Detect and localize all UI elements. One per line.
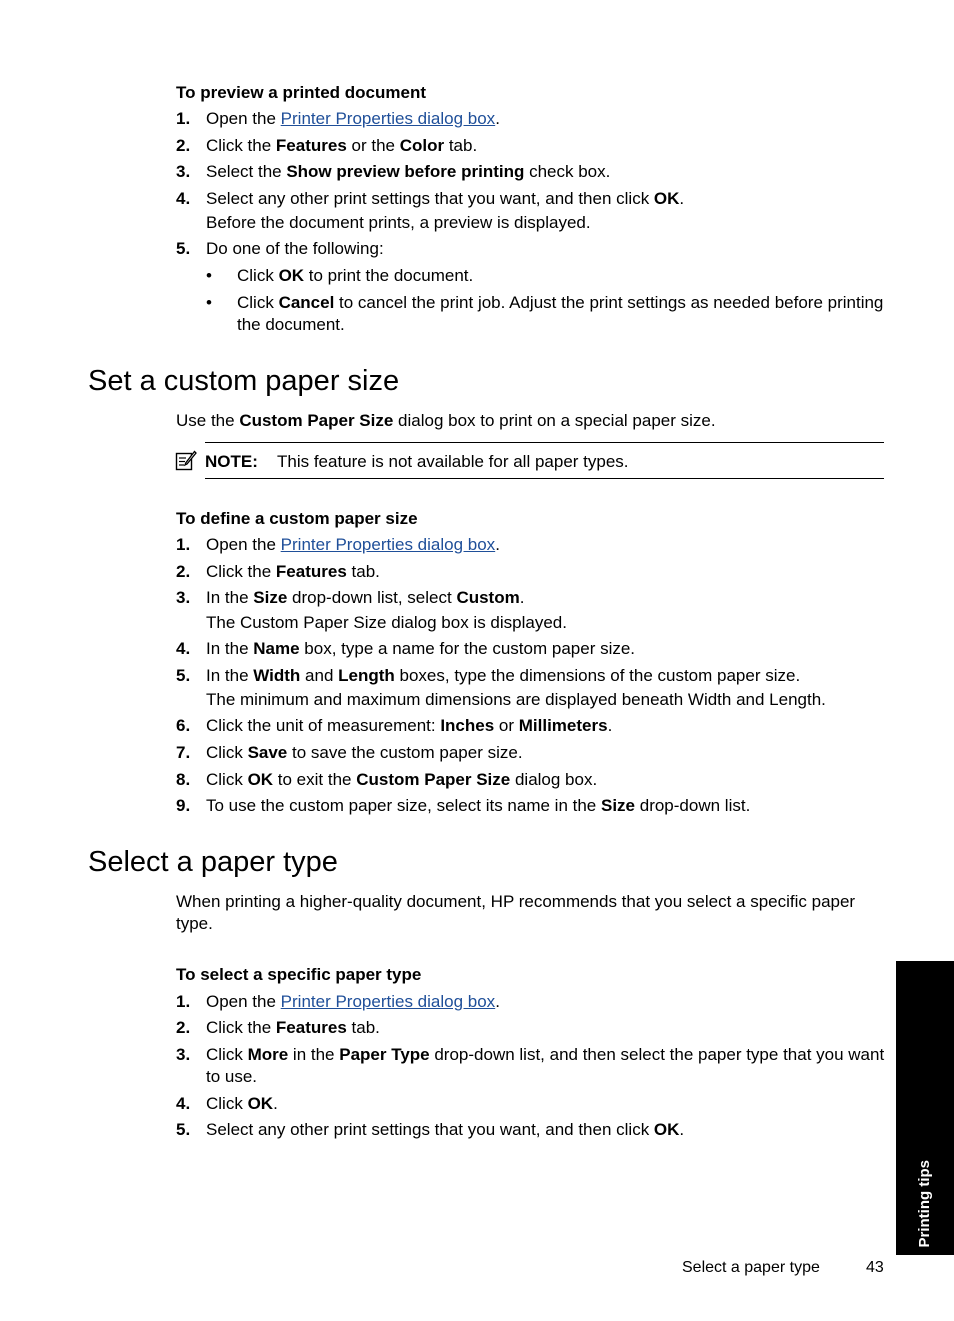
preview-heading: To preview a printed document [176,83,426,102]
note-icon [175,450,197,472]
note-text: This feature is not available for all paper types. [277,452,629,471]
footer-page-number: 43 [866,1259,884,1276]
paper-type-step-1: 1. Open the Printer Properties dialog box. [176,992,500,1011]
preview-step-1: 1. Open the Printer Properties dialog box. [176,109,500,128]
footer-section-title: Select a paper type [682,1259,820,1276]
side-tab-label: Printing tips [916,1159,933,1247]
printer-properties-link[interactable]: Printer Properties dialog box [280,992,496,1011]
preview-step-2: 2. Click the Features or the Color tab. [176,136,478,155]
preview-step-5: 5. Do one of the following: [176,239,384,258]
custom-step-5: 5. In the Width and Length boxes, type the dimensions of the custom paper size. The minimum and maximum dimensions are displayed beneath Width and Length. [176,666,826,709]
preview-step-3: 3. Select the Show preview before printing check box. [176,162,611,181]
custom-step-8: 8. Click OK to exit the Custom Paper Size dialog box. [176,770,598,789]
note-label: NOTE: [205,452,258,471]
paper-type-intro: When printing a higher-quality document, HP recommends that you select a specific paper type. [176,892,856,933]
paper-type-heading: To select a specific paper type [176,965,422,984]
note-bottom-rule [205,478,884,479]
custom-step-7: 7. Click Save to save the custom paper size. [176,743,523,762]
custom-step-2: 2. Click the Features tab. [176,562,380,581]
preview-bullet-cancel: • Click Cancel to cancel the print job. Adjust the print settings as needed before printing the document. [206,293,884,334]
preview-step-4: 4. Select any other print settings that you want, and then click OK. Before the document prints, a preview is displayed. [176,189,685,232]
printer-properties-link[interactable]: Printer Properties dialog box [280,535,496,554]
custom-size-intro: Use the Custom Paper Size dialog box to print on a special paper size. [176,411,716,430]
paper-type-title: Select a paper type [88,846,338,878]
paper-type-step-4: 4. Click OK. [176,1094,278,1113]
custom-step-9: 9. To use the custom paper size, select its name in the Size drop-down list. [176,796,751,815]
printer-properties-link[interactable]: Printer Properties dialog box [280,109,496,128]
custom-step-6: 6. Click the unit of measurement: Inches or Millimeters. [176,716,613,735]
custom-step-1: 1. Open the Printer Properties dialog box. [176,535,500,554]
paper-type-step-5: 5. Select any other print settings that you want, and then click OK. [176,1120,685,1139]
custom-step-3: 3. In the Size drop-down list, select Custom. The Custom Paper Size dialog box is displayed. [176,588,567,632]
paper-type-step-2: 2. Click the Features tab. [176,1018,380,1037]
note-top-rule [205,442,884,443]
custom-size-heading: To define a custom paper size [176,509,418,528]
preview-bullet-ok: • Click OK to print the document. [206,266,474,285]
custom-step-4: 4. In the Name box, type a name for the custom paper size. [176,639,636,658]
paper-type-step-3: 3. Click More in the Paper Type drop-down list, and then select the paper type that you want to use. [176,1045,885,1086]
custom-size-title: Set a custom paper size [88,365,400,397]
